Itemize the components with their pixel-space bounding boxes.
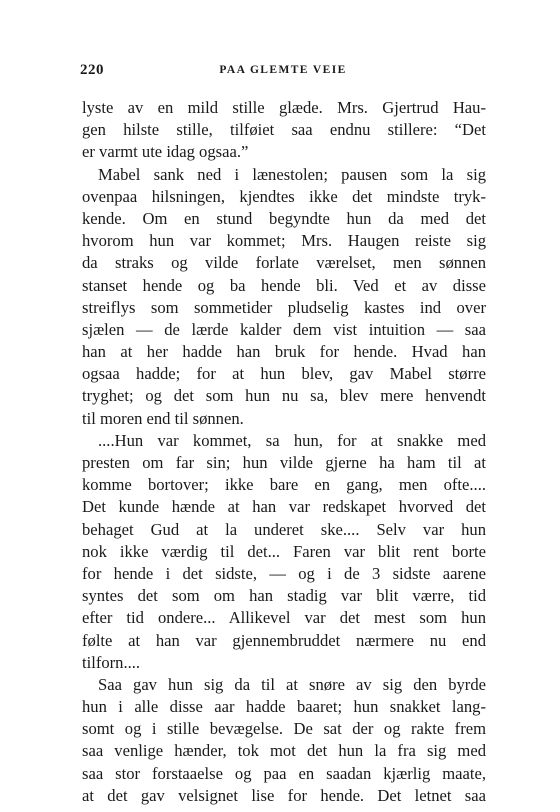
- running-title: PAA GLEMTE VEIE: [219, 64, 347, 76]
- text-line: er varmt ute idag ogsaa.”: [82, 142, 249, 162]
- text-line: til moren end til sønnen.: [82, 408, 244, 428]
- text-line: efter tid ondere... Allikevel var det mest som hun: [82, 608, 486, 628]
- text-line: ogsaa hadde; for at hun blev, gav Mabel større: [82, 364, 486, 384]
- text-line: saa venlige hænder, tok mot det hun la fra sig med: [82, 741, 486, 761]
- text-line: at det gav velsignet lise for hende. Det letnet saa: [82, 785, 486, 805]
- text-line: hun i alle disse aar hadde baaret; hun snakket lang-: [82, 697, 486, 717]
- text-line: da straks og vilde forlate værelset, men sønnen: [82, 253, 486, 273]
- text-line: Det kunde hænde at han var redskapet hvorved det: [82, 497, 486, 517]
- page-number: 220: [80, 62, 104, 78]
- text-line: ....Hun var kommet, sa hun, for at snakke med: [98, 430, 486, 450]
- text-line: kende. Om en stund begyndte hun da med det: [82, 208, 486, 228]
- text-line: ovenpaa hilsningen, kjendtes ikke det mindste tryk-: [82, 186, 486, 206]
- text-line: streiflys som sommetider pludselig kastes ind over: [82, 297, 486, 317]
- text-line: stanset hende og ba hende bli. Ved et av disse: [82, 275, 486, 295]
- text-line: komme bortover; ikke bare en gang, men ofte....: [82, 475, 486, 495]
- text-line: for hende i det sidste, — og i de 3 sidste aarene: [82, 563, 486, 583]
- text-line: somt og i stille bevægelse. De sat der og rakte frem: [82, 719, 486, 739]
- text-line: syntes det som om han stadig var blit værre, tid: [82, 586, 486, 606]
- text-line: gen hilste stille, tilføiet saa endnu stillere: “Det: [82, 120, 486, 140]
- text-line: presten om far sin; hun vilde gjerne ha ham til at: [82, 453, 486, 472]
- text-line: tilforn....: [82, 652, 141, 672]
- text-line: følte at han var gjennembruddet nærmere nu end: [82, 630, 486, 650]
- text-line: nok ikke værdig til det... Faren var blit rent borte: [82, 541, 486, 561]
- text-line: tryghet; og det som hun nu sa, blev mere henvendt: [82, 386, 486, 406]
- text-line: behaget Gud at la underet ske.... Selv var hun: [82, 519, 486, 539]
- page-header: [80, 62, 486, 82]
- text-line: han at her hadde han bruk for hende. Hvad han: [82, 342, 486, 362]
- text-line: Saa gav hun sig da til at snøre av sig den byrde: [98, 674, 486, 694]
- text-line: Mabel sank ned i lænestolen; pausen som la sig: [98, 164, 486, 184]
- text-line: lyste av en mild stille glæde. Mrs. Gjertrud Hau-: [82, 98, 486, 117]
- body-text: [82, 97, 486, 807]
- text-line: hvorom hun var kommet; Mrs. Haugen reiste sig: [82, 231, 486, 251]
- text-line: sjælen — de lærde kalder dem vist intuition — saa: [82, 319, 486, 339]
- text-line: saa stor forstaaelse og paa en saadan kjærlig maate,: [82, 763, 486, 783]
